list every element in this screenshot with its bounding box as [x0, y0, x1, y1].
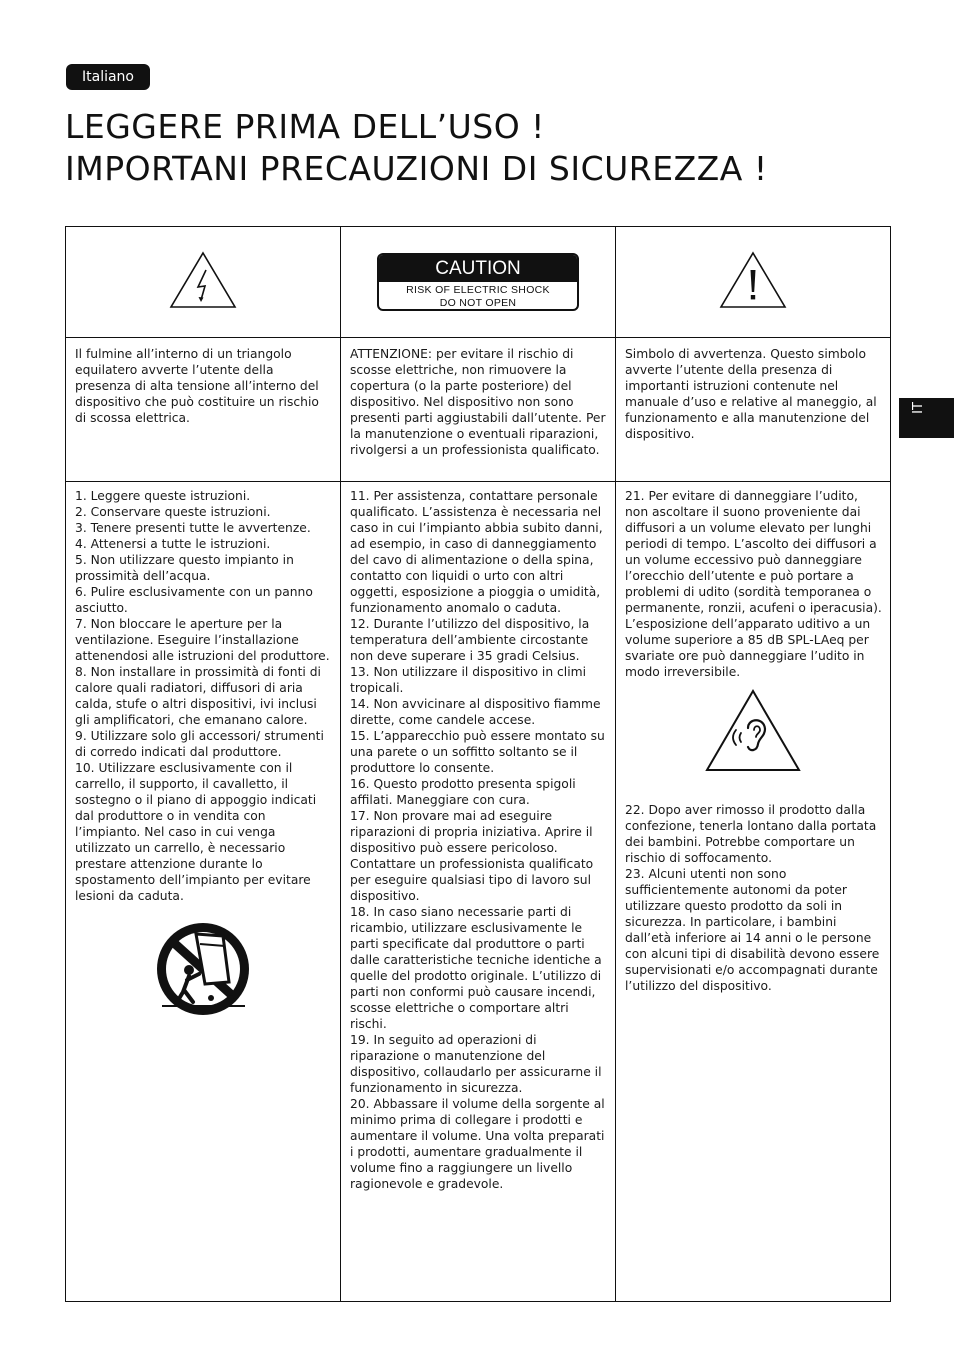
- desc-cell-lightning: [66, 338, 341, 482]
- instruction-item: 14. Non avvicinare al dispositivo fiamme dirette, come candele accese.: [350, 697, 601, 727]
- side-tab-label: IT: [911, 402, 926, 414]
- instruction-item: 16. Questo prodotto presenta spigoli affilati. Maneggiare con cura.: [350, 777, 576, 807]
- instruction-item: 23. Alcuni utenti non sono sufficientemente autonomi da poter utilizzare questo prodotto da soli in sicurezza. In particolare, i bambini dall’età inferiore ai 14 anni o le persone con alcuni tipi di disabilità devono essere supervisionati e/o accompagnati durante l’utilizzo del dispositivo.: [625, 867, 880, 993]
- language-side-tab: [899, 398, 954, 438]
- instruction-item: 8. Non installare in prossimità di fonti di calore quali radiatori, diffusori di aria calda, stufe o altri dispositivi, ivi inclusi gli amplificatori, che emanano calore.: [75, 665, 321, 727]
- instruction-item: 15. L’apparecchio può essere montato su una parete o un soffitto soltanto se il produttore lo consente.: [350, 729, 605, 775]
- instructions-row: [66, 482, 891, 1302]
- instruction-item: 11. Per assistenza, contattare personale qualificato. L’assistenza è necessaria nel caso in cui l’impianto abbia subito danni, ad esempio, in caso di danneggiamento del cavo di alimentazione o della spina, contatto con liquidi o urto con altri oggetti, esposizione a pioggia o umidità, funzionamento anomalo o caduta.: [350, 489, 603, 615]
- instruction-item: 2. Conservare queste istruzioni.: [75, 505, 271, 519]
- caution-label-icon: [377, 253, 579, 311]
- exclamation-triangle-icon: [719, 250, 787, 310]
- instruction-item: 20. Abbassare il volume della sorgente al minimo prima di collegare i prodotti e aumentare il volume. Una volta preparati i prodotti, aumentare gradualmente il volume fino a raggiungere un livello ragionevole e gradevole.: [350, 1097, 605, 1191]
- instruction-item: 7. Non bloccare le aperture per la ventilazione. Eseguire l’installazione attenendosi alle istruzioni del produttore.: [75, 617, 330, 663]
- instructions-col-2: [341, 482, 616, 1302]
- title-line-1: LEGGERE PRIMA DELL’USO !: [65, 107, 545, 146]
- desc-exclamation-text: Simbolo di avvertenza. Questo simbolo avverte l’utente della presenza di importanti istruzioni contenute nel manuale d’uso e relative al maneggio, al funzionamento e alla manutenzione del dispositivo.: [625, 347, 877, 441]
- hearing-warning-icon: [704, 688, 802, 774]
- icon-row: [66, 227, 891, 338]
- desc-cell-exclamation: [616, 338, 891, 482]
- instructions-col-1: [66, 482, 341, 1302]
- lightning-triangle-icon: [169, 250, 237, 310]
- icon-cell-exclamation: [616, 227, 891, 338]
- instruction-item: 18. In caso siano necessarie parti di ricambio, utilizzare esclusivamente le parti specificate dal produttore o parti dalle caratteristiche tecniche identiche a quelle del prodotto originale. L’utilizzo di parti non conformi può causare incendi, scosse elettriche o comportare altri rischi.: [350, 905, 602, 1031]
- instruction-item: 21. Per evitare di danneggiare l’udito, non ascoltare il suono proveniente dai diffusori a un volume elevato per lunghi periodi di tempo. L’ascolto dei diffusori a un volume eccessivo può danneggiare l’orecchio dell’utente e può portare a problemi di udito (sordità temporanea o permanente, ronzii, acufeni o iperacusia). L’esposizione dell’apparato uditivo a un volume superiore a 85 dB SPL-LAeq per svariate ore può danneggiare l’udito in modo irreversibile.: [625, 489, 882, 679]
- page-title: [65, 106, 768, 190]
- caution-line-1: RISK OF ELECTRIC SHOCK: [406, 284, 550, 296]
- safety-table: [65, 226, 891, 1302]
- caution-title: CAUTION: [379, 255, 577, 282]
- icon-cell-caution: [341, 227, 616, 338]
- instruction-item: 1. Leggere queste istruzioni.: [75, 489, 251, 503]
- instruction-item: 10. Utilizzare esclusivamente con il carrello, il supporto, il cavalletto, il sostegno o il piano di appoggio indicati dal produttore o in vendita con l’impianto. Nel caso in cui venga utilizzato un carrello, è necessario prestare attenzione durante lo spostamento dell’impianto per evitare lesioni da caduta.: [75, 761, 317, 903]
- instruction-item: 5. Non utilizzare questo impianto in prossimità dell’acqua.: [75, 553, 294, 583]
- instruction-item: 19. In seguito ad operazioni di riparazione o manutenzione del dispositivo, collaudarlo per assicurarne il funzionamento in sicurezza.: [350, 1033, 602, 1095]
- caution-line-2: DO NOT OPEN: [439, 297, 517, 309]
- desc-cell-caution: [341, 338, 616, 482]
- instructions-col-3: [616, 482, 891, 1302]
- instruction-item: 4. Attenersi a tutte le istruzioni.: [75, 537, 271, 551]
- instruction-item: 9. Utilizzare solo gli accessori/ strumenti di corredo indicati dal produttore.: [75, 729, 324, 759]
- language-badge: Italiano: [66, 64, 150, 90]
- instruction-item: 17. Non provare mai ad eseguire riparazioni di propria iniziativa. Aprire il dispositivo può essere pericoloso. Contattare un professionista qualificato per eseguire qualsiasi tipo di lavoro sul dispositivo.: [350, 809, 594, 903]
- cart-tipover-icon: [153, 922, 253, 1018]
- instruction-item: 3. Tenere presenti tutte le avvertenze.: [75, 521, 311, 535]
- instruction-item: 6. Pulire esclusivamente con un panno asciutto.: [75, 585, 313, 615]
- instruction-item: 13. Non utilizzare il dispositivo in climi tropicali.: [350, 665, 587, 695]
- icon-cell-lightning: [66, 227, 341, 338]
- instruction-item: 12. Durante l’utilizzo del dispositivo, la temperatura dell’ambiente circostante non deve superare i 35 gradi Celsius.: [350, 617, 590, 663]
- desc-lightning-text: Il fulmine all’interno di un triangolo equilatero avverte l’utente della presenza di alta tensione all’interno del dispositivo che può costituire un rischio di scossa elettrica.: [75, 347, 319, 425]
- description-row: [66, 338, 891, 482]
- title-line-2: IMPORTANI PRECAUZIONI DI SICUREZZA !: [65, 149, 768, 188]
- instruction-item: 22. Dopo aver rimosso il prodotto dalla confezione, tenerla lontano dalla portata dei bambini. Potrebbe comportare un rischio di soffocamento.: [625, 803, 877, 865]
- desc-caution-text: ATTENZIONE: per evitare il rischio di scosse elettriche, non rimuovere la copertura (o la parte posteriore) del dispositivo. Nel dispositivo non sono presenti parti aggiustabili dall’utente. Per la manutenzione o eventuali riparazioni, rivolgersi a un professionista qualificato.: [350, 347, 606, 457]
